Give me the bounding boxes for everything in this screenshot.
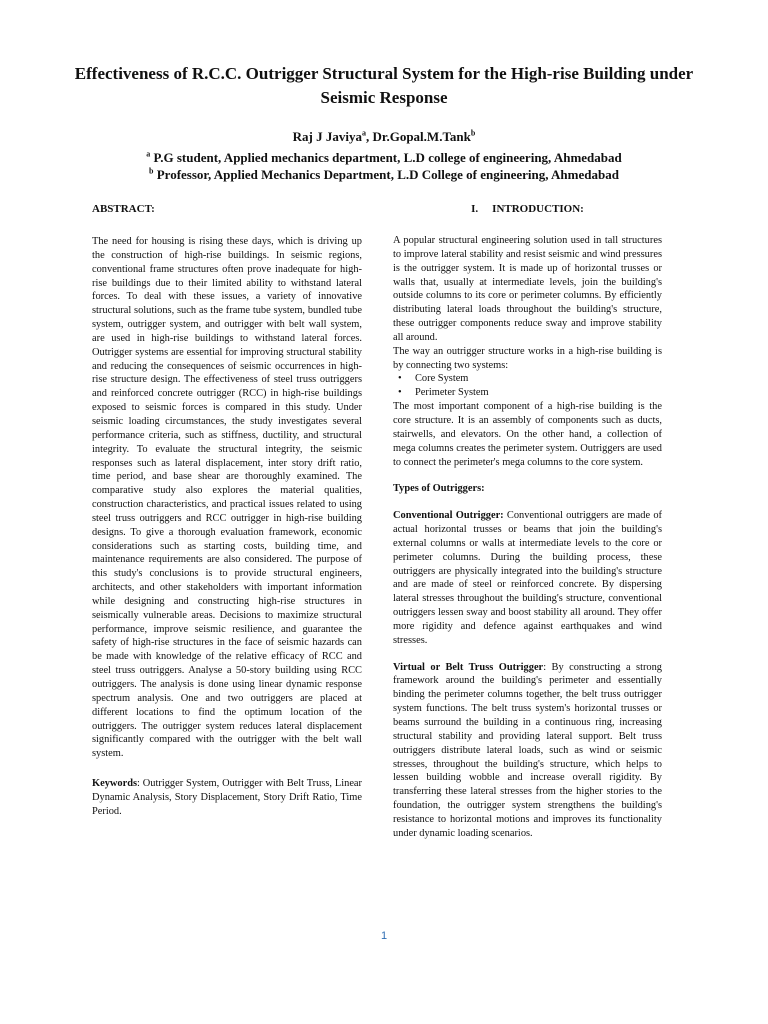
introduction-heading bbox=[393, 202, 662, 216]
belt-truss-text: : By constructing a strong framework around the building's perimeter and essentially binding the perimeter columns together, the belt truss outrigger system functions. The belt truss system's horizontal trusses or beams surround the building in a continuous ring, increasing structural stability and providing lateral support. Belt truss outriggers distribute lateral loads, such as wind or seismic stresses, throughout the building's structure, which helps to lessen building wobble and increase overall rigidity. By transferring these lateral stresses from the higher stories to the foundation, the outrigger system strengthens the building's resistance to horizontal motions and improves its functionality under dynamic loading scenarios. bbox=[393, 661, 662, 839]
systems-list bbox=[393, 372, 662, 400]
belt-truss-outrigger-paragraph bbox=[393, 661, 662, 841]
keywords-paragraph bbox=[92, 777, 362, 819]
author-name: Dr.Gopal.M.Tank bbox=[372, 129, 471, 144]
author-superscript: b bbox=[470, 128, 476, 138]
belt-truss-label: Virtual or Belt Truss Outrigger bbox=[393, 661, 544, 673]
affiliation-text: P.G student, Applied mechanics department, L.D college of engineering, Ahmedabad bbox=[153, 150, 622, 165]
types-heading bbox=[393, 482, 662, 496]
keywords-text: : Outrigger System, Outrigger with Belt Truss, Linear Dynamic Analysis, Story Displacement, Story Drift Ratio, Time Period. bbox=[92, 778, 362, 817]
abstract-heading: ABSTRACT: bbox=[92, 203, 155, 215]
conventional-text: Conventional outriggers are made of actual horizontal trusses or beams that join the building's external columns or walls at intermediate levels to the core or perimeter columns. During the building process, these outriggers are physically integrated into the building's structure and are made of steel or reinforced concrete. By dispersing lateral stresses throughout the building's structure, conventional outriggers lessen sway and boost stability all around. They offer more rigidity and defence against earthquakes and wind stresses. bbox=[393, 510, 662, 646]
paper-title: Effectiveness of R.C.C. Outrigger Structural System for the High-rise Building under Seismic Response bbox=[74, 64, 694, 107]
affiliation-superscript: b bbox=[149, 166, 154, 176]
intro-paragraph-3: The most important component of a high-rise building is the core structure. It is an assembly of components such as ducts, stairwells, and elevators. On the other hand, a collection of mega columns creates the perimeter system. Outriggers are used to connect the perimeter's mega columns to the core system. bbox=[393, 401, 662, 468]
list-item: • Core System bbox=[415, 372, 662, 386]
intro-paragraph-2: The way an outrigger structure works in a high-rise building is by connecting two systems: bbox=[393, 345, 662, 371]
conventional-outrigger-paragraph bbox=[393, 509, 662, 647]
right-column bbox=[393, 202, 662, 841]
affiliation bbox=[60, 149, 708, 166]
author-superscript: a bbox=[362, 128, 366, 138]
affiliation-text: Professor, Applied Mechanics Department, L.D College of engineering, Ahmedabad bbox=[156, 167, 619, 182]
affiliation bbox=[60, 166, 708, 183]
author-name: Raj J Javiya bbox=[292, 129, 362, 144]
section-number: I. bbox=[471, 203, 479, 215]
keywords-label: Keywords bbox=[92, 778, 138, 790]
types-heading-text: Types of Outriggers: bbox=[393, 483, 485, 495]
conventional-label: Conventional Outrigger: bbox=[393, 510, 504, 522]
author-line bbox=[60, 128, 708, 145]
author-separator: , bbox=[366, 129, 373, 144]
abstract-text: The need for housing is rising these days, which is driving up the construction of high-rise buildings. In seismic regions, conventional frame structures often prove inadequate for high-rise buildings due to their limited ability to withstand lateral forces. To deal with these issues, a variety of innovative structural solutions, such as the frame tube system, bundled tube system, outrigger system, and outrigger with belt wall system, are used in high-rise buildings to withstand lateral forces. Outrigger systems are essential for improving structural stability and reducing the consequences of seismic occurrences in high-rise structure design. The effectiveness of steel truss outriggers and reinforced concrete outrigger (RCC) in high-rise buildings exposed to seismic forces is compared in this study. Under seismic loading circumstances, the study investigates several performance criteria, such as stiffness, ductility, and structural integrity. To evaluate the structural integrity, the seismic responses such as lateral displacement, inter story drift ratio, time period, and base shear are thoroughly examined. The comparative study also explores the material qualities, construction characteristics, and practical issues related to using steel truss outriggers and RCC outrigger in high-rise building designs. To give a thorough evaluation framework, economic considerations such as starting costs, building time, and maintenance requirements are also considered. The purpose of this study's conclusions is to provide structural engineers, architects, and other stakeholders with important information while designing and constructing high-rise structures in seismically vulnerable areas. Decisions to maximize structural performance, improve seismic resilience, and guarantee the safety of high-rise structures in the face of seismic hazards can be made with knowledge of the relative efficacy of RCC and steel truss outriggers. Analyse a 50-story building using RCC outriggers. The analysis is done using linear dynamic response spectrum analysis. One and two outriggers are placed at different locations to find the optimum location of the outriggers. The outrigger system reduces lateral displacement significantly compared with the outrigger with the belt wall system. bbox=[92, 236, 362, 760]
page-number: 1 bbox=[380, 930, 388, 942]
intro-paragraph-1: A popular structural engineering solution used in tall structures to improve lateral stability and resist seismic and wind pressures is the outrigger system. It is made up of horizontal trusses or walls that, usually at intermediate levels, join the building's outside columns to its core or perimeter columns. By efficiently distributing lateral loads throughout the building's structure, these outrigger components reduce sway and improve stability all around. bbox=[393, 235, 662, 343]
section-title: INTRODUCTION: bbox=[492, 203, 584, 215]
affiliation-superscript: a bbox=[146, 149, 151, 159]
left-column bbox=[92, 202, 362, 819]
list-item: • Perimeter System bbox=[415, 386, 662, 400]
